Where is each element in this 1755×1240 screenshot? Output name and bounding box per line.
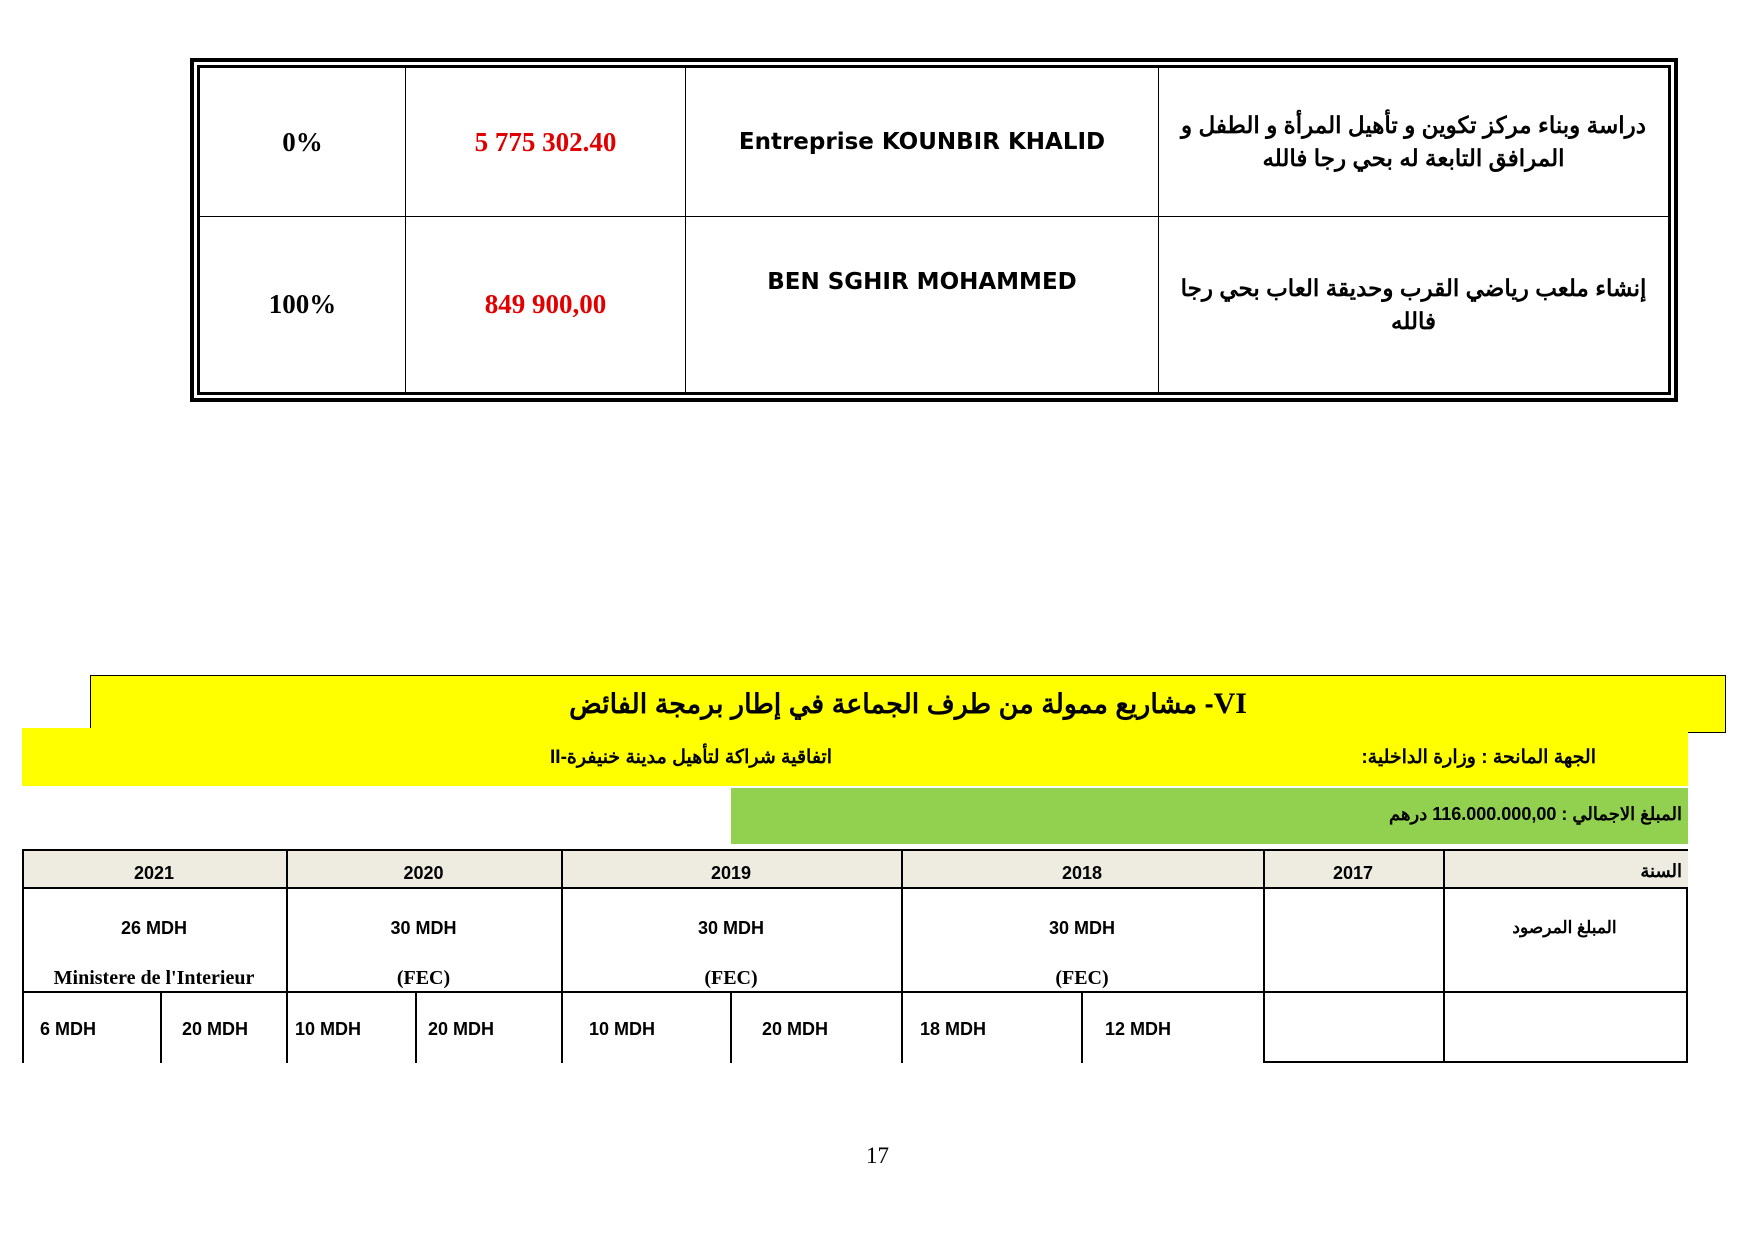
source-2018: (FEC): [1055, 967, 1109, 989]
project-cell: إنشاء ملعب رياضي القرب وحديقة العاب بحي رجا فالله: [1159, 217, 1669, 393]
split-2019-b: 20 MDH: [762, 1019, 829, 1039]
year-2018: 2018: [1061, 863, 1103, 883]
row-divider: [22, 991, 1688, 993]
amount-cell: 849 900,00: [406, 217, 686, 393]
source-2020: (FEC): [396, 967, 451, 989]
total-amount-label: المبلغ الاجمالي : 116.000.000,00 درهم: [1389, 804, 1682, 824]
total-amount-bar: [731, 788, 1688, 844]
company-cell: Entreprise KOUNBIR KHALID: [686, 68, 1159, 217]
donor-bar: [22, 728, 1688, 786]
progress-cell: 0%: [200, 68, 406, 217]
split-2018-b: 12 MDH: [1105, 1019, 1172, 1039]
section-title-text: - مشاريع ممولة من طرف الجماعة في إطار برمجة الفائض: [569, 688, 1214, 719]
total-2021: 26 MDH: [120, 918, 187, 938]
split-2019-a: 10 MDH: [589, 1019, 656, 1039]
year-2019: 2019: [710, 863, 752, 883]
total-2020: 30 MDH: [390, 918, 457, 938]
company-cell: BEN SGHIR MOHAMMED: [686, 217, 1159, 393]
year-2017: 2017: [1332, 863, 1374, 883]
section-title: [90, 675, 1726, 733]
split-divider: [415, 991, 417, 1063]
split-divider: [1081, 991, 1083, 1063]
amount-cell: 5 775 302.40: [406, 68, 686, 217]
projects-table-inner: [197, 65, 1671, 395]
table-row: [200, 68, 1669, 217]
page-number: 17: [866, 1143, 889, 1168]
split-2021-a: 6 MDH: [40, 1019, 97, 1039]
progress-cell: 100%: [200, 217, 406, 393]
total-2018: 30 MDH: [1048, 918, 1115, 938]
col-divider: [1443, 849, 1445, 1063]
section-number: VI: [1213, 687, 1247, 720]
source-2021: Ministere de l'Interieur: [53, 967, 255, 989]
split-divider: [730, 991, 732, 1063]
project-cell: دراسة وبناء مركز تكوين و تأهيل المرأة و الطفل و المرافق التابعة له بحي رجا فالله: [1159, 68, 1669, 217]
table-row: [200, 217, 1669, 393]
year-row-label: السنة: [1640, 861, 1682, 881]
split-2018-a: 18 MDH: [920, 1019, 987, 1039]
amount-row-label: المبلغ المرصود: [1512, 918, 1617, 937]
split-divider: [160, 991, 162, 1063]
split-2021-b: 20 MDH: [182, 1019, 249, 1039]
year-2021: 2021: [133, 863, 175, 883]
source-2019: (FEC): [704, 967, 758, 989]
total-2019: 30 MDH: [697, 918, 764, 938]
funding-table: [22, 849, 1688, 1063]
agreement-label: اتفاقية شراكة لتأهيل مدينة خنيفرة-II: [550, 747, 832, 768]
col-divider: [1686, 889, 1688, 1063]
projects-table: [190, 58, 1678, 402]
projects-table-grid: [199, 67, 1669, 393]
donor-label: الجهة المانحة : وزارة الداخلية:: [1361, 747, 1596, 768]
row-divider: [1265, 1061, 1688, 1063]
year-2020: 2020: [403, 863, 444, 883]
split-2020-b: 20 MDH: [428, 1019, 495, 1039]
split-2020-a: 10 MDH: [295, 1019, 362, 1039]
